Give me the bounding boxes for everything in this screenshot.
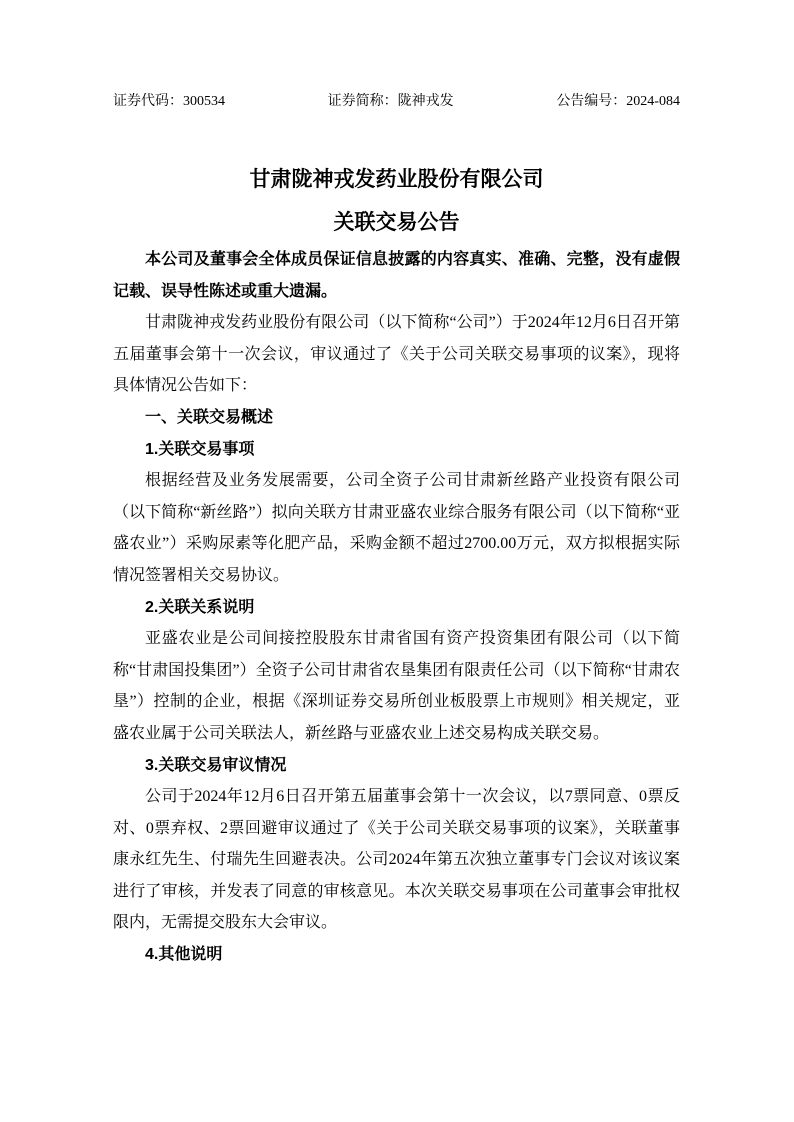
announcement-subtitle: 关联交易公告 [333,210,460,234]
subsection-heading-review: 3.关联交易审议情况 [145,756,287,774]
company-name-title: 甘肃陇神戎发药业股份有限公司 [249,167,544,191]
document-body [113,244,680,971]
subsection-heading-other: 4.其他说明 [145,946,223,964]
stock-code: 证券代码：300534 [113,94,225,109]
truthfulness-declaration: 本公司及董事会全体成员保证信息披露的内容真实、准确、完整，没有虚假记载、误导性陈述或重大遗漏。 [113,251,680,300]
announcement-number: 公告编号：2024-084 [556,94,680,109]
transaction-matters-paragraph: 根据经营及业务发展需要，公司全资子公司甘肃新丝路产业投资有限公司（以下简称“新丝路”）拟向关联方甘肃亚盛农业综合服务有限公司（以下简称“亚盛农业”）采购尿素等化肥产品，采购金额不超过2700.00万元，双方拟根据实际情况签署相关交易协议。 [113,472,680,584]
subsection-heading-relationship: 2.关联关系说明 [145,598,255,616]
document-title [113,158,680,244]
section-heading-overview: 一、关联交易概述 [145,408,274,426]
subsection-heading-transaction-matters: 1.关联交易事项 [145,440,255,458]
intro-paragraph: 甘肃陇神戎发药业股份有限公司（以下简称“公司”）于2024年12月6日召开第五届董事会第十一次会议，审议通过了《关于公司关联交易事项的议案》，现将具体情况公告如下： [113,314,680,395]
relationship-paragraph: 亚盛农业是公司间接控股股东甘肃省国有资产投资集团有限公司（以下简称“甘肃国投集团”）全资子公司甘肃省农垦集团有限责任公司（以下简称“甘肃农垦”）控制的企业，根据《深圳证券交易所创业板股票上市规则》相关规定，亚盛农业属于公司关联法人，新丝路与亚盛农业上述交易构成关联交易。 [113,630,680,742]
stock-abbreviation: 证券简称：陇神戎发 [327,94,454,109]
document-header [113,92,680,112]
review-paragraph: 公司于2024年12月6日召开第五届董事会第十一次会议，以7票同意、0票反对、0票弃权、2票回避审议通过了《关于公司关联交易事项的议案》，关联董事康永红先生、付瑞先生回避表决。公司2024年第五次独立董事专门会议对该议案进行了审核，并发表了同意的审核意见。本次关联交易事项在公司董事会审批权限内，无需提交股东大会审议。 [113,788,680,932]
